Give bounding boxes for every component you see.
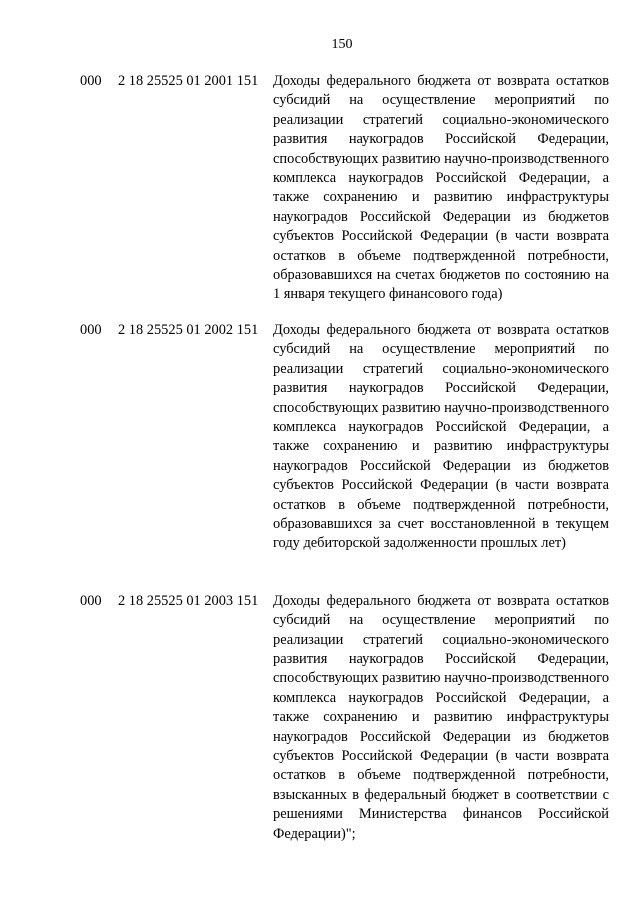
- page-number: 150: [331, 37, 353, 52]
- code-description: Доходы федерального бюджета от возврата остатков субсидий на осуществление мероприятий по реализации стратегий социально-экономического развития наукоградов Российской Федерации, способствующих развитию научно-производственного комплекса наукоградов Российской Федерации, а также сохранению и развитию инфраструктуры наукоградов Российской Федерации из бюджетов субъектов Российской Федерации (в части возврата остатков в объеме подтвержденной потребности, взысканных в федеральный бюджет в соответствии с решениями Министерства финансов Российской Федерации)";: [273, 592, 610, 842]
- budget-classification-code: 2 18 25525 01 2002 151: [118, 321, 259, 338]
- table-row: [80, 592, 616, 844]
- admin-code: 000: [80, 73, 102, 89]
- table-row: [80, 321, 616, 554]
- budget-classification-code: 2 18 25525 01 2001 151: [118, 73, 259, 89]
- table-row: [80, 72, 616, 305]
- budget-code-table: [80, 72, 616, 844]
- code-description: Доходы федерального бюджета от возврата остатков субсидий на осуществление мероприятий по реализации стратегий социально-экономического развития наукоградов Российской Федерации, способствующих развитию научно-производственного комплекса наукоградов Российской Федерации, а также сохранению и развитию инфраструктуры наукоградов Российской Федерации из бюджетов субъектов Российской Федерации (в части возврата остатков в объеме подтвержденной потребности, образовавшихся на счетах бюджетов по состоянию на 1 января текущего финансового года): [273, 73, 610, 303]
- admin-code: 000: [80, 321, 102, 338]
- budget-classification-code: 2 18 25525 01 2003 151: [118, 592, 259, 609]
- admin-code: 000: [80, 592, 102, 609]
- code-description: Доходы федерального бюджета от возврата остатков субсидий на осуществление мероприятий по реализации стратегий социально-экономического развития наукоградов Российской Федерации, способствующих развитию научно-производственного комплекса наукоградов Российской Федерации, а также сохранению и развитию инфраструктуры наукоградов Российской Федерации из бюджетов субъектов Российской Федерации (в части возврата остатков в объеме подтвержденной потребности, образовавшихся за счет восстановленной в текущем году дебиторской задолженности прошлых лет): [273, 321, 610, 552]
